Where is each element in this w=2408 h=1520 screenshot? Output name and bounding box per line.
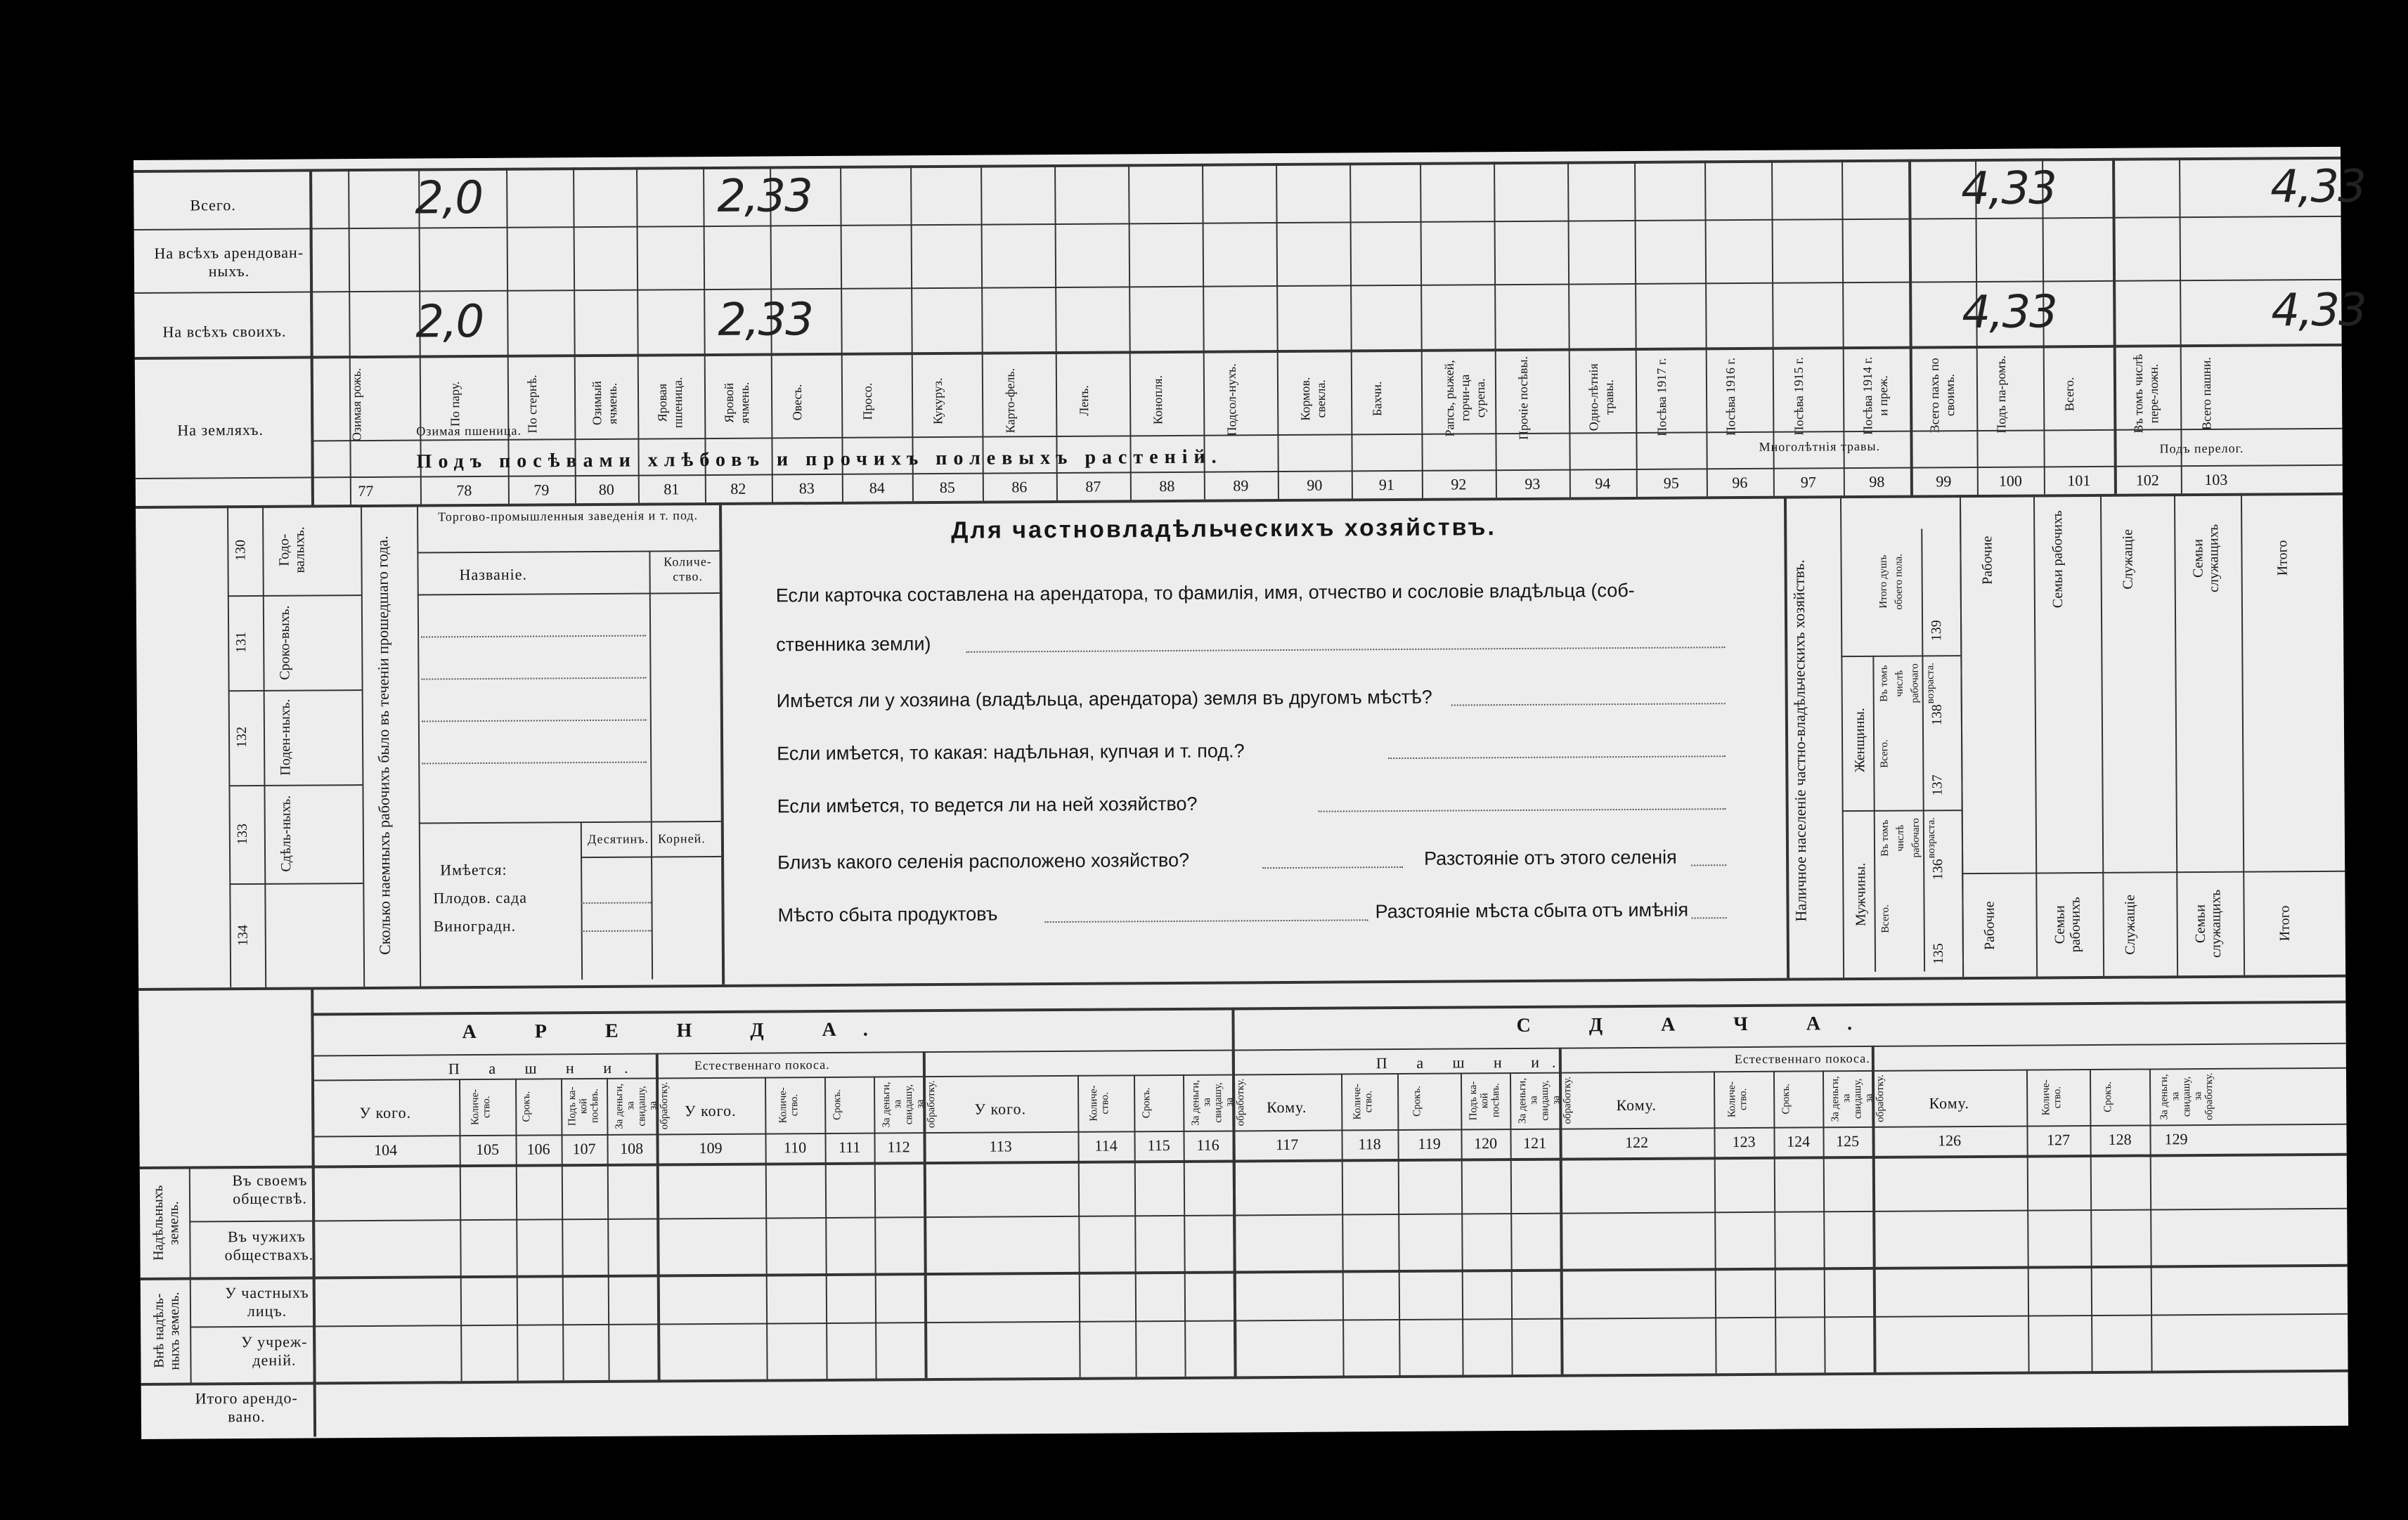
crop-col-num-87: 87 <box>1085 477 1101 495</box>
lease-num-110: 110 <box>783 1138 807 1157</box>
winter-wheat-sublabel: Озимая пшеница. <box>416 423 522 439</box>
non-allotment-lands-group: Внѣ надѣль-ныхъ земель. <box>150 1292 183 1370</box>
pop-num-138: 138 <box>1929 704 1945 726</box>
sdacha-header: С Д А Ч А. <box>1516 1012 1879 1037</box>
has-label: Имѣется: <box>440 860 507 879</box>
worker-col-top-2: Служащiе <box>2119 528 2136 590</box>
crop-col-num-86: 86 <box>1011 478 1028 496</box>
hand-own-rye: 2,0 <box>415 295 484 349</box>
crop-col-num-77: 77 <box>358 481 374 500</box>
roots-header: Корней. <box>657 831 706 846</box>
crop-col-94: Одно-лѣтнiя травы. <box>1586 363 1616 431</box>
crop-col-96: Посѣва 1916 г. <box>1723 357 1737 436</box>
row-private-persons: У частныхъ лицъ. <box>225 1283 309 1320</box>
animal-num-130: 130 <box>233 540 249 561</box>
crop-col-100: Подъ па-ромъ. <box>1993 356 2008 434</box>
animal-label-4 <box>278 890 349 980</box>
lease-col-119: Срокъ. <box>1411 1085 1423 1117</box>
crop-col-num-102: 102 <box>2135 471 2159 489</box>
row-rented-label: На всѣхъ арендован-ныхъ. <box>154 243 304 280</box>
question-land-type: Если имѣется, то какая: надѣльная, купчая и т. под.? <box>777 740 1245 765</box>
lease-col-113: У кого. <box>974 1100 1027 1118</box>
pop-num-135: 135 <box>1930 943 1947 965</box>
crop-col-89: Подсол-нухъ. <box>1224 363 1238 436</box>
animal-label-2: Поден-ныхъ. <box>277 699 294 776</box>
animal-num-131: 131 <box>233 632 250 654</box>
pop-num-139: 139 <box>1929 620 1945 642</box>
trade-name-header: Названiе. <box>459 565 528 584</box>
crop-col-num-83: 83 <box>798 479 815 498</box>
hand-total-sum: 4,33 <box>1961 162 2057 216</box>
women-label: Женщины. <box>1851 708 1868 772</box>
lease-num-117: 117 <box>1275 1135 1299 1154</box>
crop-col-85: Кукуруз. <box>930 377 945 425</box>
crop-col-num-100: 100 <box>1998 472 2022 490</box>
crop-col-num-85: 85 <box>939 478 955 497</box>
crop-col-num-93: 93 <box>1525 474 1541 493</box>
lease-num-107: 107 <box>572 1140 596 1158</box>
hand-own-barley: 2,33 <box>718 294 813 346</box>
lease-col-117: Кому. <box>1266 1098 1307 1117</box>
lease-num-113: 113 <box>989 1137 1012 1155</box>
crop-col-num-82: 82 <box>730 479 746 498</box>
fallow-label: Подъ перелог. <box>2159 441 2244 456</box>
row-other-societies: Въ чужихъ обществахъ. <box>224 1227 314 1264</box>
lease-col-116: За деньги, за свидашу, за обработку. <box>1190 1078 1247 1126</box>
animal-label-1: Сроко-выхъ. <box>276 605 293 680</box>
private-farms-title: Для частновладѣльческихъ хозяйствъ. <box>951 514 1496 544</box>
lease-col-126: Кому. <box>1929 1094 1970 1112</box>
lease-col-106: Срокъ. <box>520 1091 532 1122</box>
lease-num-121: 121 <box>1523 1133 1547 1152</box>
crop-col-95: Посѣва 1917 г. <box>1654 358 1669 436</box>
crop-col-num-97: 97 <box>1800 473 1816 491</box>
hand-total-rye: 2,0 <box>415 171 483 225</box>
lease-col-111: Срокъ. <box>831 1089 843 1120</box>
lease-num-127: 127 <box>2046 1131 2071 1149</box>
population-label: Наличное населенiе частно-владѣльческихъ хозяйствъ. <box>1789 559 1810 922</box>
animal-num-133: 133 <box>234 824 250 845</box>
hand-own-sum: 4,33 <box>1962 286 2057 339</box>
lease-num-120: 120 <box>1474 1134 1498 1152</box>
lease-num-125: 125 <box>1835 1132 1860 1150</box>
crop-col-93: Прочiе посѣвы. <box>1515 356 1530 440</box>
lease-col-120: Подъ ка-кой посѣвъ. <box>1468 1081 1502 1121</box>
crop-col-num-103: 103 <box>2204 470 2228 489</box>
worker-col-bottom-3: Семьи служащихъ <box>2192 890 2224 959</box>
crop-col-92: Рапсъ, рыжей, горчи-ца сурепа. <box>1442 359 1487 437</box>
desyatin-header: Десятинъ. <box>587 831 649 847</box>
worker-col-top-4: Итого <box>2274 540 2291 576</box>
crop-col-num-96: 96 <box>1732 473 1748 492</box>
worker-col-top-3: Семьи служащихъ <box>2189 524 2222 593</box>
lease-num-118: 118 <box>1358 1135 1381 1153</box>
row-lands-label: На земляхъ. <box>177 420 264 439</box>
crop-col-num-88: 88 <box>1159 476 1175 495</box>
crop-col-86: Карто-фель. <box>1002 368 1017 434</box>
lease-num-123: 123 <box>1732 1132 1756 1151</box>
lease-num-112: 112 <box>887 1138 910 1156</box>
row-own-society: Въ своемъ обществѣ. <box>232 1171 308 1208</box>
census-card-page <box>134 147 2367 1439</box>
crop-col-79: По стернѣ. <box>524 374 539 434</box>
crop-col-num-84: 84 <box>869 479 885 497</box>
crop-col-num-94: 94 <box>1595 474 1611 493</box>
men-label: Мужчины. <box>1853 862 1869 927</box>
lease-col-114: Количе-ство. <box>1088 1084 1111 1122</box>
crop-col-87: Ленъ. <box>1076 384 1091 416</box>
worker-col-bottom-4: Итого <box>2277 905 2293 942</box>
question-owner-line2: ственника земли) <box>776 633 931 656</box>
lease-num-111: 111 <box>838 1138 861 1156</box>
lease-col-107: Подъ ка-кой посѣвъ. <box>566 1086 600 1126</box>
crop-col-80: Озимый ячмень. <box>589 381 620 426</box>
garden-label: Плодов. сада <box>433 888 528 907</box>
top-crops-table <box>134 147 2367 500</box>
arenda-header: А Р Е Н Д А. <box>462 1018 895 1044</box>
crop-col-num-91: 91 <box>1378 476 1394 494</box>
vineyard-label: Виноградн. <box>433 916 517 935</box>
hand-own-all: 4,33 <box>2271 284 2367 337</box>
question-market: Мѣсто сбыта продуктовъ <box>777 903 998 926</box>
lease-num-119: 119 <box>1418 1134 1441 1152</box>
lease-col-115: Срокъ. <box>1141 1087 1153 1119</box>
lease-num-122: 122 <box>1625 1133 1649 1152</box>
lease-col-110: Количе-ство. <box>777 1086 800 1124</box>
lease-col-112: За деньги, за свидашу, за обработку. <box>881 1080 938 1128</box>
crop-col-81: Яровая пшеница. <box>654 377 685 429</box>
pop-col-138: Въ томъ числѣ рабочаго возраста. <box>1878 663 1936 704</box>
lease-col-118: Количе-ство. <box>1352 1083 1375 1120</box>
lease-num-104: 104 <box>374 1141 398 1159</box>
pop-col-136: Въ томъ числѣ рабочаго возраста. <box>1879 817 1938 859</box>
sdacha-pokos: Естественнаго покоса. <box>1734 1051 1870 1067</box>
pop-col-135: Всего. <box>1879 904 1891 934</box>
crop-col-num-81: 81 <box>664 480 680 498</box>
crop-col-88: Конопля. <box>1150 375 1165 425</box>
trade-title: Торгово-промышленныя заведенiя и т. под. <box>438 508 699 524</box>
lease-col-109: У кого. <box>684 1101 737 1120</box>
crop-col-78: По пару. <box>447 381 462 427</box>
crops-banner: Подъ посѣвами хлѣбовъ и прочихъ полевыхъ растенiй. <box>416 446 1223 473</box>
crop-col-99: Всего пахъ по своимъ. <box>1927 357 1957 433</box>
crop-col-102: Въ томъ числѣ пере-ложн. <box>2130 354 2161 434</box>
crop-col-101: Всего. <box>2061 377 2077 412</box>
question-village: Близъ какого селенiя расположено хозяйство? <box>777 849 1190 873</box>
arenda-pashni: П а ш н и. <box>448 1058 641 1078</box>
arenda-pokos: Естественнаго покоса. <box>694 1057 830 1073</box>
pop-col-137: Всего. <box>1879 739 1891 769</box>
question-village-distance: Разстоянiе отъ этого селенiя <box>1424 846 1677 869</box>
row-institutions: У учреж-денiй. <box>240 1332 308 1369</box>
animal-num-132: 132 <box>233 727 250 748</box>
animal-label-0: Годо-валыхъ. <box>276 526 308 573</box>
lease-num-126: 126 <box>1937 1131 1962 1150</box>
worker-col-top-1: Семьи рабочихъ <box>2049 510 2066 609</box>
lease-col-127: Количе-ство. <box>2040 1079 2064 1116</box>
crop-col-num-79: 79 <box>533 481 550 499</box>
lease-col-121: За деньги, за свидашу, за обработку. <box>1517 1076 1574 1124</box>
question-owner-line1: Если карточка составлена на арендатора, то фамилiя, имя, отчество и сословiе владѣльца (соб- <box>775 579 1635 606</box>
question-farming: Если имѣется, то ведется ли на ней хозяйство? <box>777 793 1198 817</box>
lease-col-129: За деньги, за свидашу, за обработку. <box>2158 1072 2215 1120</box>
lease-num-106: 106 <box>526 1140 550 1158</box>
crop-col-77: Озимая рожь. <box>349 368 363 442</box>
question-other-land: Имѣется ли у хозяина (владѣльца, арендатора) земля въ другомъ мѣстѣ? <box>776 686 1432 712</box>
lease-col-108: За деньги, за свидашу, за обработку. <box>614 1081 671 1130</box>
worker-col-bottom-1: Семьи рабочихъ <box>2052 897 2083 953</box>
crop-col-97: Посѣва 1915 г. <box>1791 356 1806 436</box>
question-market-distance: Разстоянiе мѣста сбыта отъ имѣнiя <box>1375 899 1689 923</box>
animal-num-134: 134 <box>235 925 251 947</box>
lease-num-128: 128 <box>2108 1130 2132 1148</box>
lease-col-122: Кому. <box>1616 1096 1657 1115</box>
lease-col-104: У кого. <box>359 1103 412 1122</box>
pop-num-137: 137 <box>1929 774 1946 796</box>
crop-col-num-99: 99 <box>1936 472 1952 491</box>
lease-num-108: 108 <box>620 1139 644 1157</box>
hand-total-all: 4,33 <box>2270 160 2366 214</box>
lease-col-128: Срокъ. <box>2102 1081 2114 1112</box>
crop-col-num-92: 92 <box>1451 475 1467 493</box>
lease-col-105: Количе-ство. <box>470 1089 493 1125</box>
lease-col-125: За деньги, за свидашу, за обработку. <box>1830 1074 1886 1122</box>
crop-col-91: Бахчи. <box>1369 381 1385 417</box>
crop-col-84: Просо. <box>860 383 875 421</box>
crop-col-num-89: 89 <box>1233 476 1249 495</box>
row-own-label: На всѣхъ своихъ. <box>162 322 287 341</box>
sdacha-pashni: П а ш н и. <box>1375 1053 1569 1072</box>
perennial-grass-label: Многолѣтнiя травы. <box>1759 439 1881 454</box>
worker-col-bottom-2: Служащiе <box>2121 894 2138 955</box>
lease-col-123: Количе-ство. <box>1726 1081 1749 1117</box>
crop-col-num-101: 101 <box>2067 472 2091 490</box>
lease-num-129: 129 <box>2164 1130 2188 1148</box>
lease-col-124: Срокъ. <box>1780 1083 1792 1115</box>
row-total-rented: Итого арендо-вано. <box>195 1389 298 1426</box>
crop-col-83: Овесъ. <box>789 384 805 421</box>
crop-col-num-78: 78 <box>456 481 472 500</box>
worker-col-top-0: Рабочие <box>1979 535 1995 585</box>
pop-col-139: Итого душъ обоего пола. <box>1877 553 1905 610</box>
crop-col-num-98: 98 <box>1869 472 1885 491</box>
crop-col-num-80: 80 <box>598 480 614 498</box>
crop-col-82: Яровой ячмень. <box>721 382 751 424</box>
allotment-lands-group: Надѣльныхъ земель. <box>150 1185 182 1261</box>
pop-num-136: 136 <box>1930 859 1946 881</box>
hand-total-barley: 2,33 <box>717 170 813 223</box>
row-total-label: Всего. <box>190 196 236 214</box>
animal-label-3: Сдѣль-ныхъ. <box>278 795 294 873</box>
worker-col-bottom-0: Рабочие <box>1981 901 1998 950</box>
crop-col-num-95: 95 <box>1663 474 1679 492</box>
lease-num-105: 105 <box>476 1140 500 1159</box>
lease-num-114: 114 <box>1094 1136 1118 1155</box>
crop-col-98: Посѣва 1914 г. и преж. <box>1860 356 1890 435</box>
lease-num-124: 124 <box>1786 1132 1811 1150</box>
crop-col-103: Всего пашни. <box>2199 356 2214 431</box>
lease-num-116: 116 <box>1196 1136 1219 1154</box>
lease-num-109: 109 <box>699 1138 723 1157</box>
hired-workers-label: Сколько наемныхъ рабочихъ было въ теченiи прошедшаго года. <box>373 535 394 956</box>
crop-col-num-90: 90 <box>1307 476 1323 494</box>
trade-qty-header: Количе-ство. <box>664 554 712 584</box>
crop-col-90: Кормов. свекла. <box>1297 377 1328 422</box>
lease-num-115: 115 <box>1147 1136 1170 1155</box>
